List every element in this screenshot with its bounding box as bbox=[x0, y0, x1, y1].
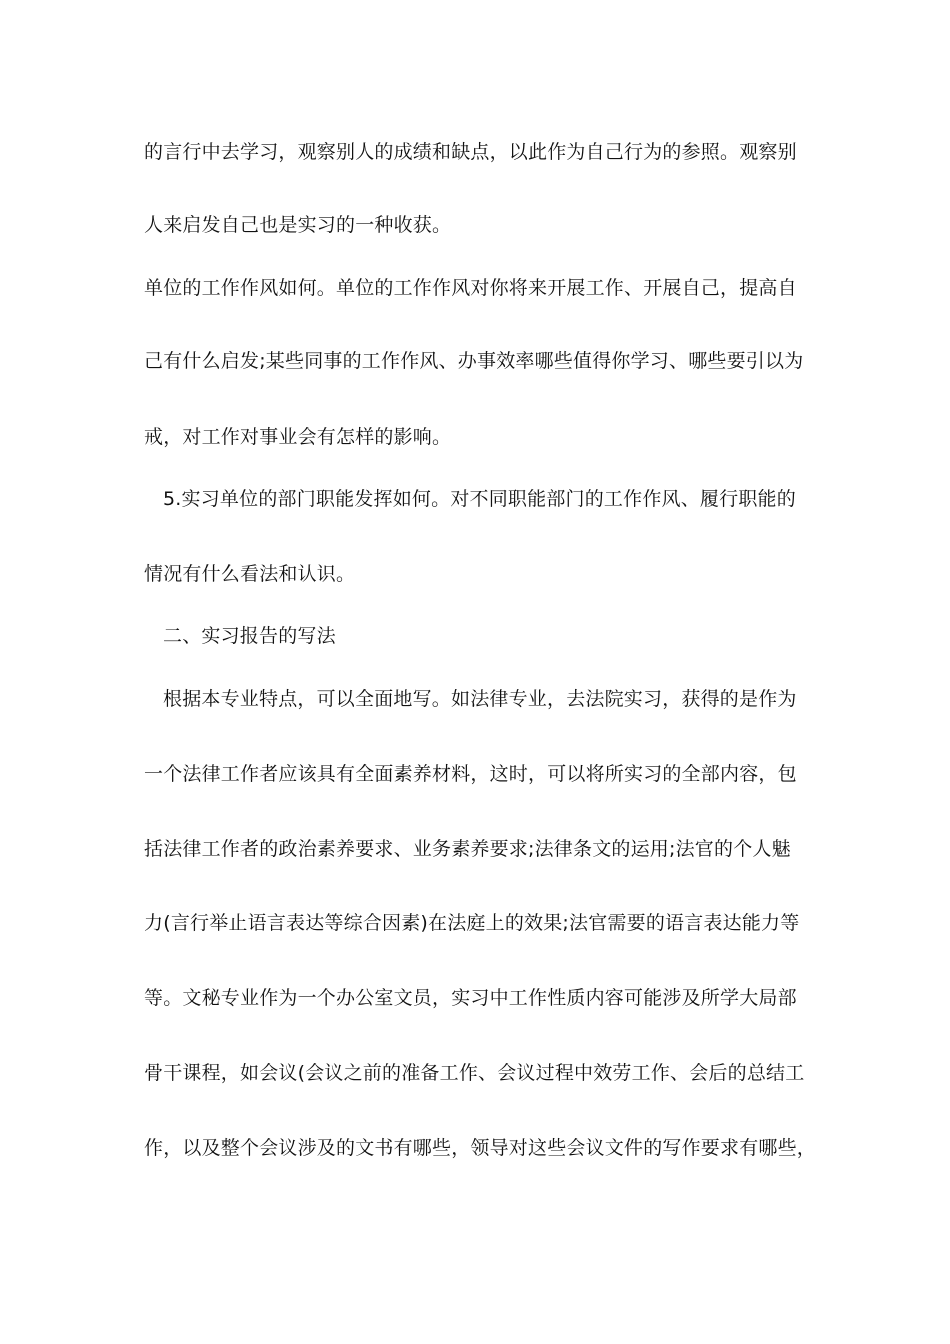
text-line-4: 己有什么启发;某些同事的工作作风、办事效率哪些值得你学习、哪些要引以为 bbox=[144, 350, 804, 372]
text-line-12: 力(言行举止语言表达等综合因素)在法庭上的效果;法官需要的语言表达能力等 bbox=[144, 912, 800, 934]
text-line-2: 人来启发自己也是实习的一种收获。 bbox=[144, 214, 452, 236]
text-line-10: 一个法律工作者应该具有全面素养材料，这时，可以将所实习的全部内容，包 bbox=[144, 763, 797, 785]
paragraph-start: 根据本专业特点，可以全面地写。如法律专业，去法院实习，获得的是作为 bbox=[163, 688, 797, 710]
section-heading: 二、实习报告的写法 bbox=[163, 625, 336, 647]
text-line-14: 骨干课程，如会议(会议之前的准备工作、会议过程中效劳工作、会后的总结工 bbox=[144, 1062, 805, 1084]
text-line-13: 等。文秘专业作为一个办公室文员，实习中工作性质内容可能涉及所学大局部 bbox=[144, 987, 797, 1009]
list-item-5: 5.实习单位的部门职能发挥如何。对不同职能部门的工作作风、履行职能的 bbox=[163, 488, 796, 510]
text-line-3: 单位的工作作风如何。单位的工作作风对你将来开展工作、开展自己，提高自 bbox=[144, 277, 797, 299]
text-line-1: 的言行中去学习，观察别人的成绩和缺点，以此作为自己行为的参照。观察别 bbox=[144, 141, 797, 163]
text-line-5: 戒，对工作对事业会有怎样的影响。 bbox=[144, 426, 452, 448]
text-line-15: 作，以及整个会议涉及的文书有哪些，领导对这些会议文件的写作要求有哪些， bbox=[144, 1137, 817, 1159]
text-line-7: 情况有什么看法和认识。 bbox=[144, 563, 356, 585]
text-line-11: 括法律工作者的政治素养要求、业务素养要求;法律条文的运用;法官的个人魅 bbox=[144, 838, 791, 860]
